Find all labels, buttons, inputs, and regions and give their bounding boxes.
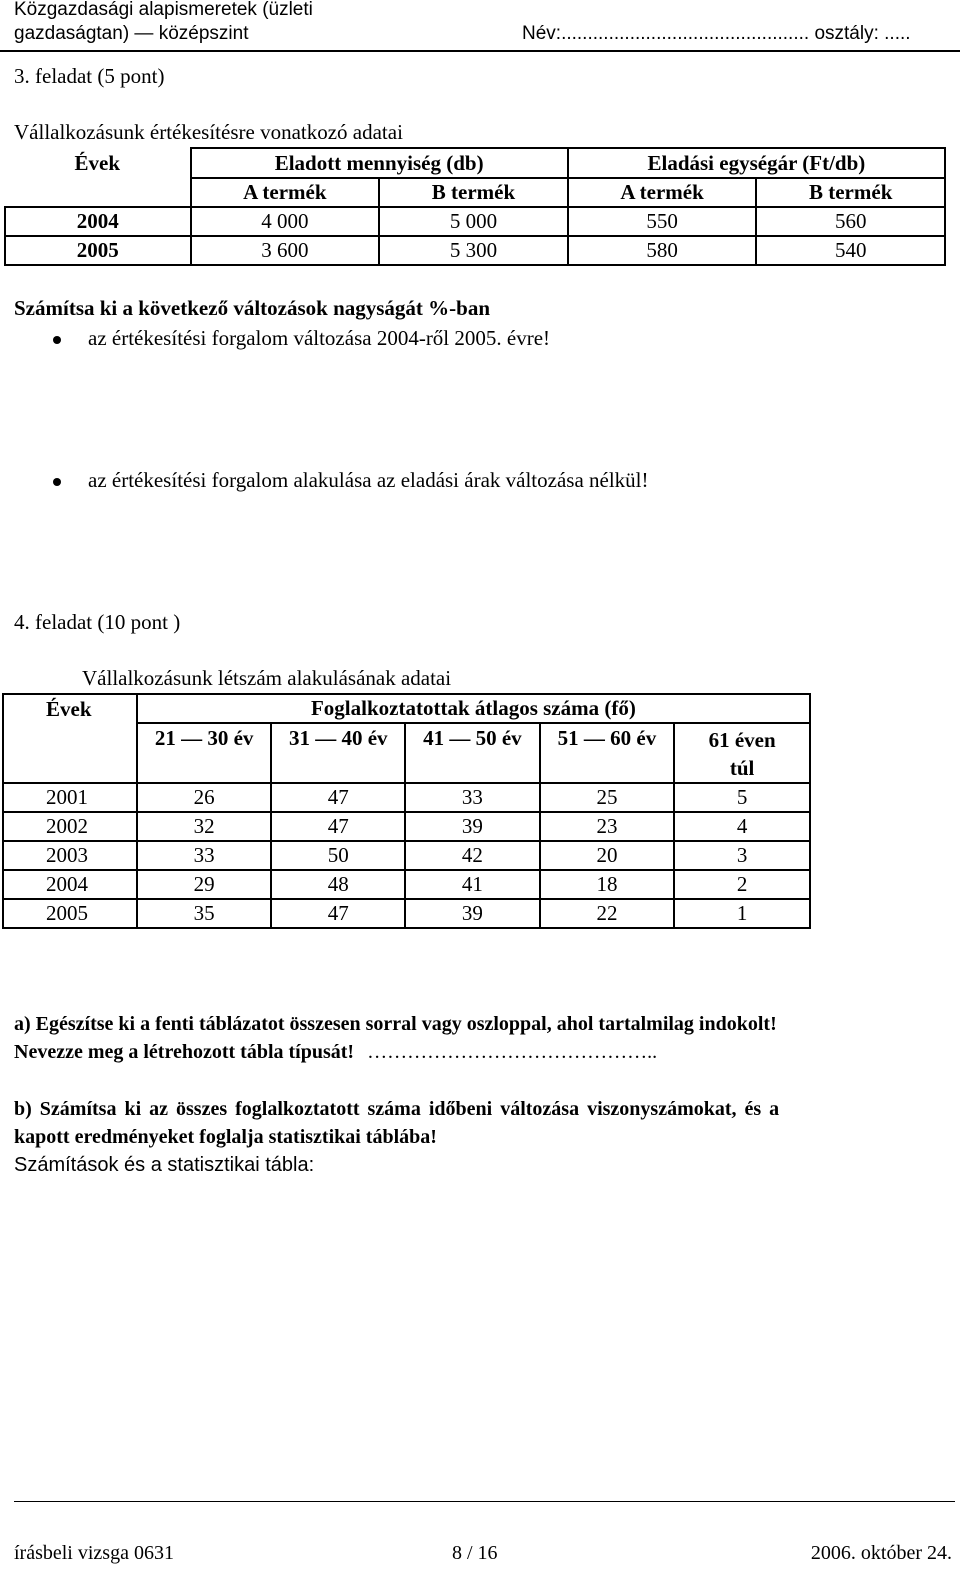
sales-header-quantity: Eladott mennyiség (db) xyxy=(191,148,568,178)
task3-title: 3. feladat (5 pont) xyxy=(14,64,165,88)
staff-cell: 50 xyxy=(271,841,405,870)
task3-bullet-1: az értékesítési forgalom változása 2004-ről 2005. évre! xyxy=(88,326,551,350)
task4-question-a-text: Nevezze meg a létrehozott tábla típusát! xyxy=(14,1041,355,1063)
staff-row xyxy=(3,841,810,870)
sales-header-unit-price: Eladási egységár (Ft/db) xyxy=(568,148,945,178)
staff-header-age-3: 41 — 50 év xyxy=(405,723,540,783)
footer-left: írásbeli vizsga 0631 xyxy=(14,1542,174,1564)
staff-cell: 26 xyxy=(137,783,272,812)
staff-year: 2004 xyxy=(3,870,137,899)
sales-header-empty xyxy=(5,178,191,207)
task4-question-a-line2 xyxy=(14,1041,657,1064)
sales-pb: 540 xyxy=(756,236,945,265)
sales-header-pb: B termék xyxy=(756,178,945,207)
task4-table-caption: Vállalkozásunk létszám alakulásának adatai xyxy=(82,666,452,690)
staff-row xyxy=(3,812,810,841)
staff-header-age-4: 51 — 60 év xyxy=(540,723,675,783)
sales-header-pa: A termék xyxy=(568,178,757,207)
staff-cell: 42 xyxy=(405,841,540,870)
task4-calc-label: Számítások és a statisztikai tábla: xyxy=(14,1154,315,1176)
sales-qa: 4 000 xyxy=(191,207,380,236)
task4-title: 4. feladat (10 pont ) xyxy=(14,610,181,634)
task4-question-a-dots: …………………………………….. xyxy=(367,1041,658,1063)
staff-cell: 48 xyxy=(271,870,405,899)
staff-header-group: Foglalkoztatottak átlagos száma (fő) xyxy=(137,694,810,723)
staff-row xyxy=(3,870,810,899)
staff-header-age-1: 21 — 30 év xyxy=(137,723,272,783)
sales-qb: 5 300 xyxy=(379,236,568,265)
staff-year: 2001 xyxy=(3,783,137,812)
staff-cell: 47 xyxy=(271,812,405,841)
sales-table xyxy=(4,147,946,266)
staff-header-years: Évek xyxy=(3,694,137,723)
staff-cell: 5 xyxy=(674,783,810,812)
task4-question-b-line1: b) Számítsa ki az összes foglalkoztatott száma időbeni változása viszonyszámokat, és a xyxy=(14,1098,780,1120)
sales-qa: 3 600 xyxy=(191,236,380,265)
sales-qb: 5 000 xyxy=(379,207,568,236)
task3-bullet-2: az értékesítési forgalom alakulása az eladási árak változása nélkül! xyxy=(88,468,649,492)
staff-row xyxy=(3,783,810,812)
bullet-icon xyxy=(53,478,61,486)
staff-cell: 29 xyxy=(137,870,272,899)
staff-row xyxy=(3,899,810,928)
staff-header-age-5-line2: túl xyxy=(729,756,755,780)
staff-cell: 4 xyxy=(674,812,810,841)
header-rule xyxy=(0,50,960,52)
staff-cell: 3 xyxy=(674,841,810,870)
sales-pa: 580 xyxy=(568,236,757,265)
staff-header-age-5 xyxy=(674,723,810,783)
header-subject-line2: gazdaságtan) — középszint xyxy=(14,23,249,44)
staff-cell: 22 xyxy=(540,899,675,928)
staff-year: 2002 xyxy=(3,812,137,841)
staff-cell: 23 xyxy=(540,812,675,841)
header-subject-line1: Közgazdasági alapismeretek (üzleti xyxy=(14,0,313,20)
sales-header-qa: A termék xyxy=(191,178,380,207)
task3-instruction: Számítsa ki a következő változások nagyságát %-ban xyxy=(14,296,491,320)
footer-date: 2006. október 24. xyxy=(810,1542,952,1564)
staff-cell: 47 xyxy=(271,783,405,812)
staff-year: 2005 xyxy=(3,899,137,928)
staff-cell: 33 xyxy=(405,783,540,812)
staff-cell: 35 xyxy=(137,899,272,928)
bullet-icon xyxy=(53,336,61,344)
sales-pb: 560 xyxy=(756,207,945,236)
header-name-class: Név:............................................... osztály: ..... xyxy=(522,23,911,44)
staff-year: 2003 xyxy=(3,841,137,870)
sales-year: 2005 xyxy=(5,236,191,265)
staff-cell: 18 xyxy=(540,870,675,899)
staff-header-empty xyxy=(3,723,137,783)
staff-cell: 41 xyxy=(405,870,540,899)
staff-cell: 20 xyxy=(540,841,675,870)
staff-cell: 39 xyxy=(405,899,540,928)
task3-table-caption: Vállalkozásunk értékesítésre vonatkozó adatai xyxy=(14,120,403,144)
task4-question-b-line2: kapott eredményeket foglalja statisztikai táblába! xyxy=(14,1126,437,1148)
staff-table xyxy=(2,693,811,929)
staff-cell: 47 xyxy=(271,899,405,928)
sales-year: 2004 xyxy=(5,207,191,236)
staff-cell: 1 xyxy=(674,899,810,928)
staff-header-age-2: 31 — 40 év xyxy=(271,723,405,783)
staff-cell: 32 xyxy=(137,812,272,841)
sales-header-years: Évek xyxy=(74,150,121,175)
staff-header-age-5-line1: 61 éven xyxy=(708,728,776,752)
sales-row xyxy=(5,207,945,236)
staff-cell: 2 xyxy=(674,870,810,899)
sales-pa: 550 xyxy=(568,207,757,236)
staff-cell: 39 xyxy=(405,812,540,841)
staff-cell: 25 xyxy=(540,783,675,812)
sales-row xyxy=(5,236,945,265)
sales-header-qb: B termék xyxy=(379,178,568,207)
task4-question-a-line1: a) Egészítse ki a fenti táblázatot összesen sorral vagy oszloppal, ahol tartalmilag indokolt! xyxy=(14,1013,777,1035)
footer-rule xyxy=(14,1501,955,1502)
footer-page-number: 8 / 16 xyxy=(452,1542,498,1564)
staff-cell: 33 xyxy=(137,841,272,870)
